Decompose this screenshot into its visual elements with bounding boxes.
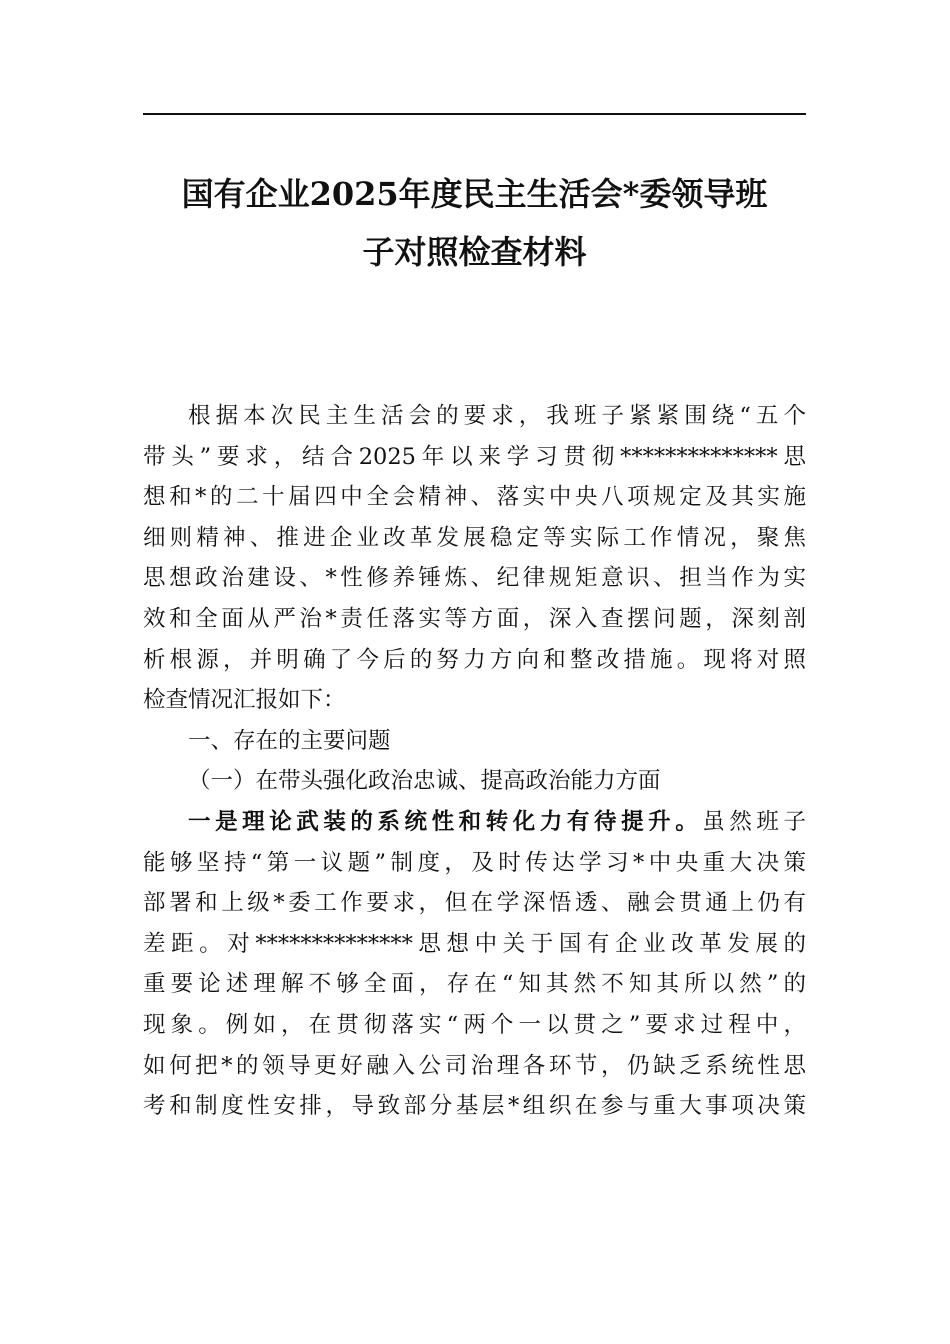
intro-line: 根据本次民主生活会的要求，我班子紧紧围绕“五个 [188, 403, 806, 429]
intro-line: 思想政治建设、*性修养锤炼、纪律规矩意识、担当作为实 [143, 565, 806, 592]
intro-line: 细则精神、推进企业改革发展稳定等实际工作情况，聚焦 [143, 524, 806, 551]
intro-line: 析根源，并明确了今后的努力方向和整改措施。现将对照 [143, 646, 806, 673]
point-one-line: 差距。对**************思想中关于国有企业改革发展的 [143, 930, 806, 957]
point-one-line: 现象。例如，在贯彻落实“两个一以贯之”要求过程中， [143, 1011, 806, 1038]
intro-line: 效和全面从严治*责任落实等方面，深入查摆问题，深刻剖 [143, 605, 806, 632]
document-title [143, 165, 806, 281]
point-one-lead-rest: 虽然班子 [702, 808, 806, 835]
point-one-first-line [143, 802, 806, 843]
intro-line: 检查情况汇报如下： [143, 687, 346, 714]
point-one-line: 如何把*的领导更好融入公司治理各环节，仍缺乏系统性思 [143, 1052, 806, 1079]
point-one-paragraph [143, 802, 806, 1127]
document-body [143, 396, 806, 1127]
header-rule [143, 113, 806, 115]
point-one-line: 考和制度性安排，导致部分基层*组织在参与重大事项决策 [143, 1093, 806, 1120]
title-line-2: 子对照检查材料 [362, 233, 587, 271]
intro-line: 想和*的二十届四中全会精神、落实中央八项规定及其实施 [143, 484, 806, 511]
subsection-heading: （一）在带头强化政治忠诚、提高政治能力方面 [188, 768, 661, 795]
intro-line: 带头”要求，结合2025年以来学习贯彻**************思 [143, 443, 806, 470]
point-one-line: 重要论述理解不够全面，存在“知其然不知其所以然”的 [143, 971, 806, 998]
title-line-1: 国有企业2025年度民主生活会*委领导班 [181, 175, 768, 213]
point-one-line: 部署和上级*委工作要求，但在学深悟透、融会贯通上仍有 [143, 890, 806, 917]
intro-paragraph [143, 396, 806, 721]
point-one-line: 能够坚持“第一议题”制度，及时传达学习*中央重大决策 [143, 849, 806, 876]
section-heading: 一、存在的主要问题 [188, 727, 391, 754]
point-one-lead: 一是理论武装的系统性和转化力有待提升。 [188, 808, 703, 835]
